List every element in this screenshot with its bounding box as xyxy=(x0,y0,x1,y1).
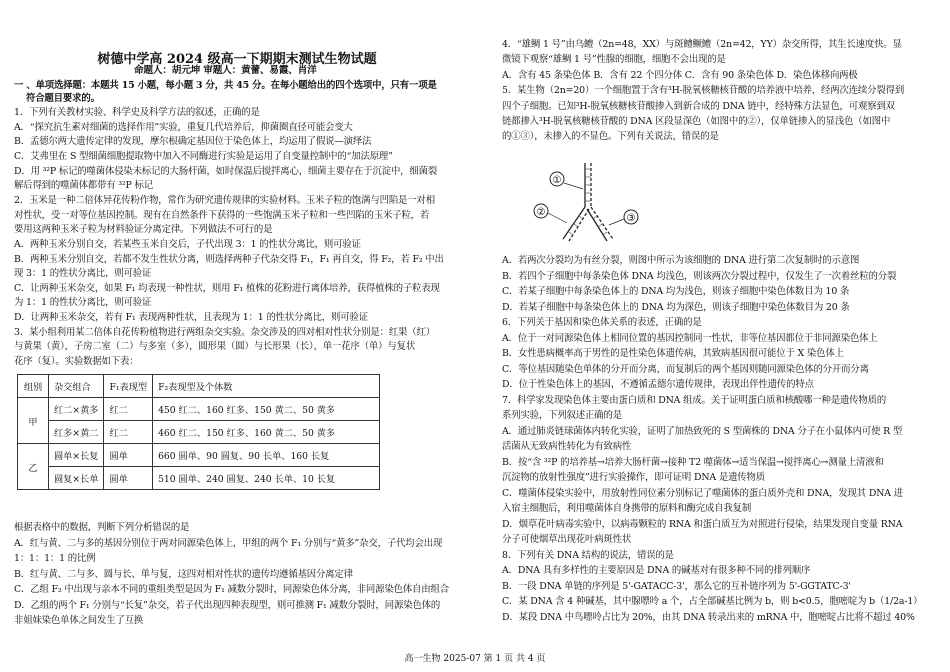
text-line: 四个子细胞。已知³H-脱氧核糖核苷酸掺入到新合成的 DNA 链中，经特殊方法显色，可观察到双 xyxy=(502,100,895,112)
text-line: A．位于一对同源染色体上相同位置的基因控制同一性状，非等位基因都位于非同源染色体上 xyxy=(502,332,878,344)
text-line: D．乙组的两个 F₁ 分别与“长复”杂交，若子代出现四种表现型，则可推测 F₁ 减数分裂时，同源染色体的 xyxy=(14,599,441,611)
text-line: B．两种玉米分别自交，若都不发生性状分离，则选择两种子代杂交得 F₁，F₁ 再自交，得 F₂，若 F₂ 中出 xyxy=(14,253,444,265)
text-line: A．“探究抗生素对细菌的选择作用”实验，重复几代培养后，抑菌圈直径可能会变大 xyxy=(14,121,353,133)
text-line: C．等位基因随染色单体的分开而分离，而复制后的两个基因则随同源染色体的分开而分离 xyxy=(502,363,869,375)
section-heading-cont: 符合题目要求的。 xyxy=(26,93,100,104)
text-line: 8．下列有关 DNA 结构的说法，错误的是 xyxy=(502,549,674,561)
table-cell: 460 红二、150 红多、160 黄二、50 黄多 xyxy=(153,421,380,444)
table-header-cell: F₂表现型及个体数 xyxy=(153,375,380,398)
text-line: 入宿主细胞后，利用噬菌体自身携带的原料和酶完成自我复制 xyxy=(502,503,752,514)
table-row xyxy=(18,444,380,467)
text-line: 3．某小组利用某二倍体自花传粉植物进行两组杂交实验。杂交涉及的四对相对性状分别是：红果（红） xyxy=(14,326,435,338)
text-line: D．让两种玉米杂交，若有 F₁ 表现两种性状，且表现为 1：1 的性状分离比，则可验证 xyxy=(14,312,368,324)
text-line: B．红与黄、二与多、圆与长、单与复，这四对相对性状的遗传均遵循基因分离定律 xyxy=(14,568,353,580)
text-line: 6．下列关于基因和染色体关系的表述，正确的是 xyxy=(502,317,702,328)
text-line: 的①③），未掺入的不显色。下列有关说法，错误的是 xyxy=(502,131,719,143)
text-line: 4．“雄鲷 1 号”由乌鳢（2n=48，XX）与斑鳢鳜鳢（2n=42，YY）杂交所得，其生长速度快。显 xyxy=(502,39,902,50)
table-header-cell: 组别 xyxy=(18,375,49,398)
text-line: B．女性患病概率高于男性的是性染色体遗传病，其致病基因很可能位于 X 染色体上 xyxy=(502,348,844,359)
text-line: C．艾弗里在 S 型细菌细胞提取物中加入不同酶进行实验是运用了自变量控制中的“加法原理” xyxy=(14,150,393,162)
text-line: B．按“含 ³²P 的培养基→培养大肠杆菌→接种 T2 噬菌体→适当保温→搅拌离心→测量上清液和 xyxy=(502,456,884,468)
table-cell: 510 圆单、240 圆复、240 长单、10 长复 xyxy=(153,467,380,490)
table-cell: 圆单 xyxy=(104,467,153,490)
text-line: B．一段 DNA 单链的序列是 5'-GATACC-3'，那么它的互补链序列为 5'-GGTATC-3' xyxy=(502,580,851,592)
text-line: 非姐妹染色单体之间发生了互换 xyxy=(14,615,144,626)
text-line: A．若两次分裂均为有丝分裂，则图中所示为该细胞的 DNA 进行第二次复制时的示意图 xyxy=(502,255,860,266)
text-line: 为 1：1 的性状分离比，则可验证 xyxy=(14,297,152,309)
text-line: 系列实验，下列叙述正确的是 xyxy=(502,410,622,421)
table-cell: 450 红二、160 红多、150 黄二、50 黄多 xyxy=(153,398,380,421)
text-line: 5．某生物（2n=20）一个细胞置于含有³H-脱氧核糖核苷酸的培养液中培养，经两次连续分裂得到 xyxy=(502,85,905,97)
text-line: A．红与黄、二与多的基因分别位于两对同源染色体上，甲组的两个 F₁ 分别与“黄多”杂交，子代均会出现 xyxy=(14,537,443,549)
text-line: C．噬菌体侵染实验中，用放射性同位素分别标记了噬菌体的蛋白质外壳和 DNA，发现其 DNA 进 xyxy=(502,487,903,499)
text-line: D．若某子细胞中每条染色体上的 DNA 均为深色，则该子细胞中染色体数目为 20 条 xyxy=(502,301,850,313)
text-line: C．某 DNA 含 4 种碱基，其中腺嘌呤 a 个，占全部碱基比例为 b，则 b<0.5，胞嘧啶为 b（1/2a-1） xyxy=(502,596,923,607)
text-line: A．两种玉米分别自交，若某些玉米自交后，子代出现 3：1 的性状分离比，则可验证 xyxy=(14,238,361,250)
table-cell: 红二 xyxy=(104,398,153,421)
table-row xyxy=(18,421,380,444)
text-line: 1．下列有关教材实验、科学史及科学方法的叙述，正确的是 xyxy=(14,107,260,118)
author-line: 命题人：胡元坤 审题人：黄蕾、易霞、肖洋 xyxy=(134,65,317,76)
text-line: D．某段 DNA 中鸟嘌呤占比为 20%，由其 DNA 转录出来的 mRNA 中，胞嘧啶占比将不超过 40% xyxy=(502,611,915,623)
table-cell: 圆单 xyxy=(104,444,153,467)
table-cell: 红二×黄多 xyxy=(49,398,104,421)
table-cell: 圆单×长复 xyxy=(49,444,104,467)
group-cell: 甲 xyxy=(18,398,49,444)
text-line: C．若某子细胞中每条染色体上的 DNA 均为浅色，则该子细胞中染色体数目为 10 条 xyxy=(502,286,850,297)
text-line: 分子可使烟草出现花叶病斑性状 xyxy=(502,534,632,545)
text-line: 解后得到的噬菌体都带有 ³²P 标记 xyxy=(14,180,153,192)
text-line: 与黄果（黄），子房二室（二）与多室（多），圆形果（圆）与长形果（长），单一花序（单）与复状 xyxy=(14,341,416,353)
text-line: C．乙组 F₂ 中出现与亲本不同的重组类型是因为 F₁ 减数分裂时，同源染色体分离，非同源染色体自由组合 xyxy=(14,584,449,595)
text-line: 现 3：1 的性状分离比，则可验证 xyxy=(14,268,152,280)
text-line: 微镜下观察“雄鲷 1 号”性腺的细胞，细胞不会出现的是 xyxy=(502,54,726,66)
text-line: 活菌从无致病性转化为有致病性 xyxy=(502,441,632,452)
figure-label-2: ② xyxy=(536,207,546,218)
table-row xyxy=(18,467,380,490)
table-header-cell: 杂交组合 xyxy=(49,375,104,398)
section-heading: 一 、单项选择题：本题共 15 小题，每小题 3 分，共 45 分。在每小题给出的四个选项中，只有一项是 xyxy=(14,80,437,91)
text-line: A．通过肺炎链球菌体内转化实验，证明了加热致死的 S 型菌株的 DNA 分子在小鼠体内可使 R 型 xyxy=(502,425,903,437)
text-line: 要用这两种玉米子粒为材料验证分离定律。下列做法不可行的是 xyxy=(14,224,273,236)
group-cell: 乙 xyxy=(18,444,49,490)
text-line: 1：1：1：1 的比例 xyxy=(14,553,96,564)
dna-replication-figure xyxy=(527,161,657,249)
table-header-cell: F₁表现型 xyxy=(104,375,153,398)
table-cell: 圆复×长单 xyxy=(49,467,104,490)
table-cell: 红二 xyxy=(104,421,153,444)
figure-label-1: ① xyxy=(552,175,562,186)
table-cell: 660 圆单、90 圆复、90 长单、160 长复 xyxy=(153,444,380,467)
text-line: A．含有 45 条染色体 B．含有 22 个四分体 C．含有 90 条染色体 D．染色体移向两极 xyxy=(502,69,858,81)
text-line: 2．玉米是一种二倍体异花传粉作物，常作为研究遗传规律的实验材料。玉米子粒的饱满与凹陷是一对相 xyxy=(14,194,435,206)
table-cell: 红多×黄二 xyxy=(49,421,104,444)
text-line: 7．科学家发现染色体主要由蛋白质和 DNA 组成。关于证明蛋白质和核酸哪一种是遗传物质的 xyxy=(502,394,887,406)
genetics-table xyxy=(17,374,380,490)
text-line: D．用 ³²P 标记的噬菌体侵染未标记的大肠杆菌，如时保温后搅拌离心，细菌主要存在于沉淀中，细菌裂 xyxy=(14,165,438,177)
table-row xyxy=(18,398,380,421)
table-header-row xyxy=(18,375,380,398)
text-line: D．烟草花叶病毒实验中，以病毒颗粒的 RNA 和蛋白质互为对照进行侵染，结果发现自变量 RNA xyxy=(502,518,903,530)
text-line: 根据表格中的数据，判断下列分析错误的是 xyxy=(14,522,190,533)
text-line: B．孟德尔两大遗传定律的发现，摩尔根确定基因位于染色体上，均运用了假说—演绎法 xyxy=(14,136,372,148)
figure-label-3: ③ xyxy=(626,213,636,224)
text-line: 对性状，受一对等位基因控制。现有在自然条件下获得的一些饱满玉米子粒和一些凹陷的玉米子粒，若 xyxy=(14,209,430,221)
text-line: D．位于性染色体上的基因，不遵循孟德尔遗传规律，表现出伴性遗传的特点 xyxy=(502,379,814,390)
page-footer: 高一生物 2025-07 第 1 页 共 4 页 xyxy=(404,654,546,664)
text-line: A．DNA 具有多样性的主要原因是 DNA 的碱基对有很多种不同的排列顺序 xyxy=(502,565,811,576)
text-line: 链都掺入³H-脱氧核糖核苷酸的 DNA 区段显深色（如图中的②），仅单链掺入的显浅色（如图中 xyxy=(502,116,891,127)
text-line: C．让两种玉米杂交，如果 F₁ 均表现一种性状，则用 F₁ 植株的花粉进行离体培养，获得植株的子粒表现 xyxy=(14,282,440,294)
text-line: 沉淀物的放射性强度”进行实验操作，即可证明 DNA 是遗传物质 xyxy=(502,472,765,483)
text-line: 花序（复）。实验数据如下表： xyxy=(14,356,139,368)
text-line: B．若四个子细胞中每条染色体 DNA 均浅色，则该两次分裂过程中，仅发生了一次着丝粒的分裂 xyxy=(502,270,897,282)
page-title: 树德中学高 2024 级高一下期期末测试生物试题 xyxy=(97,52,377,67)
